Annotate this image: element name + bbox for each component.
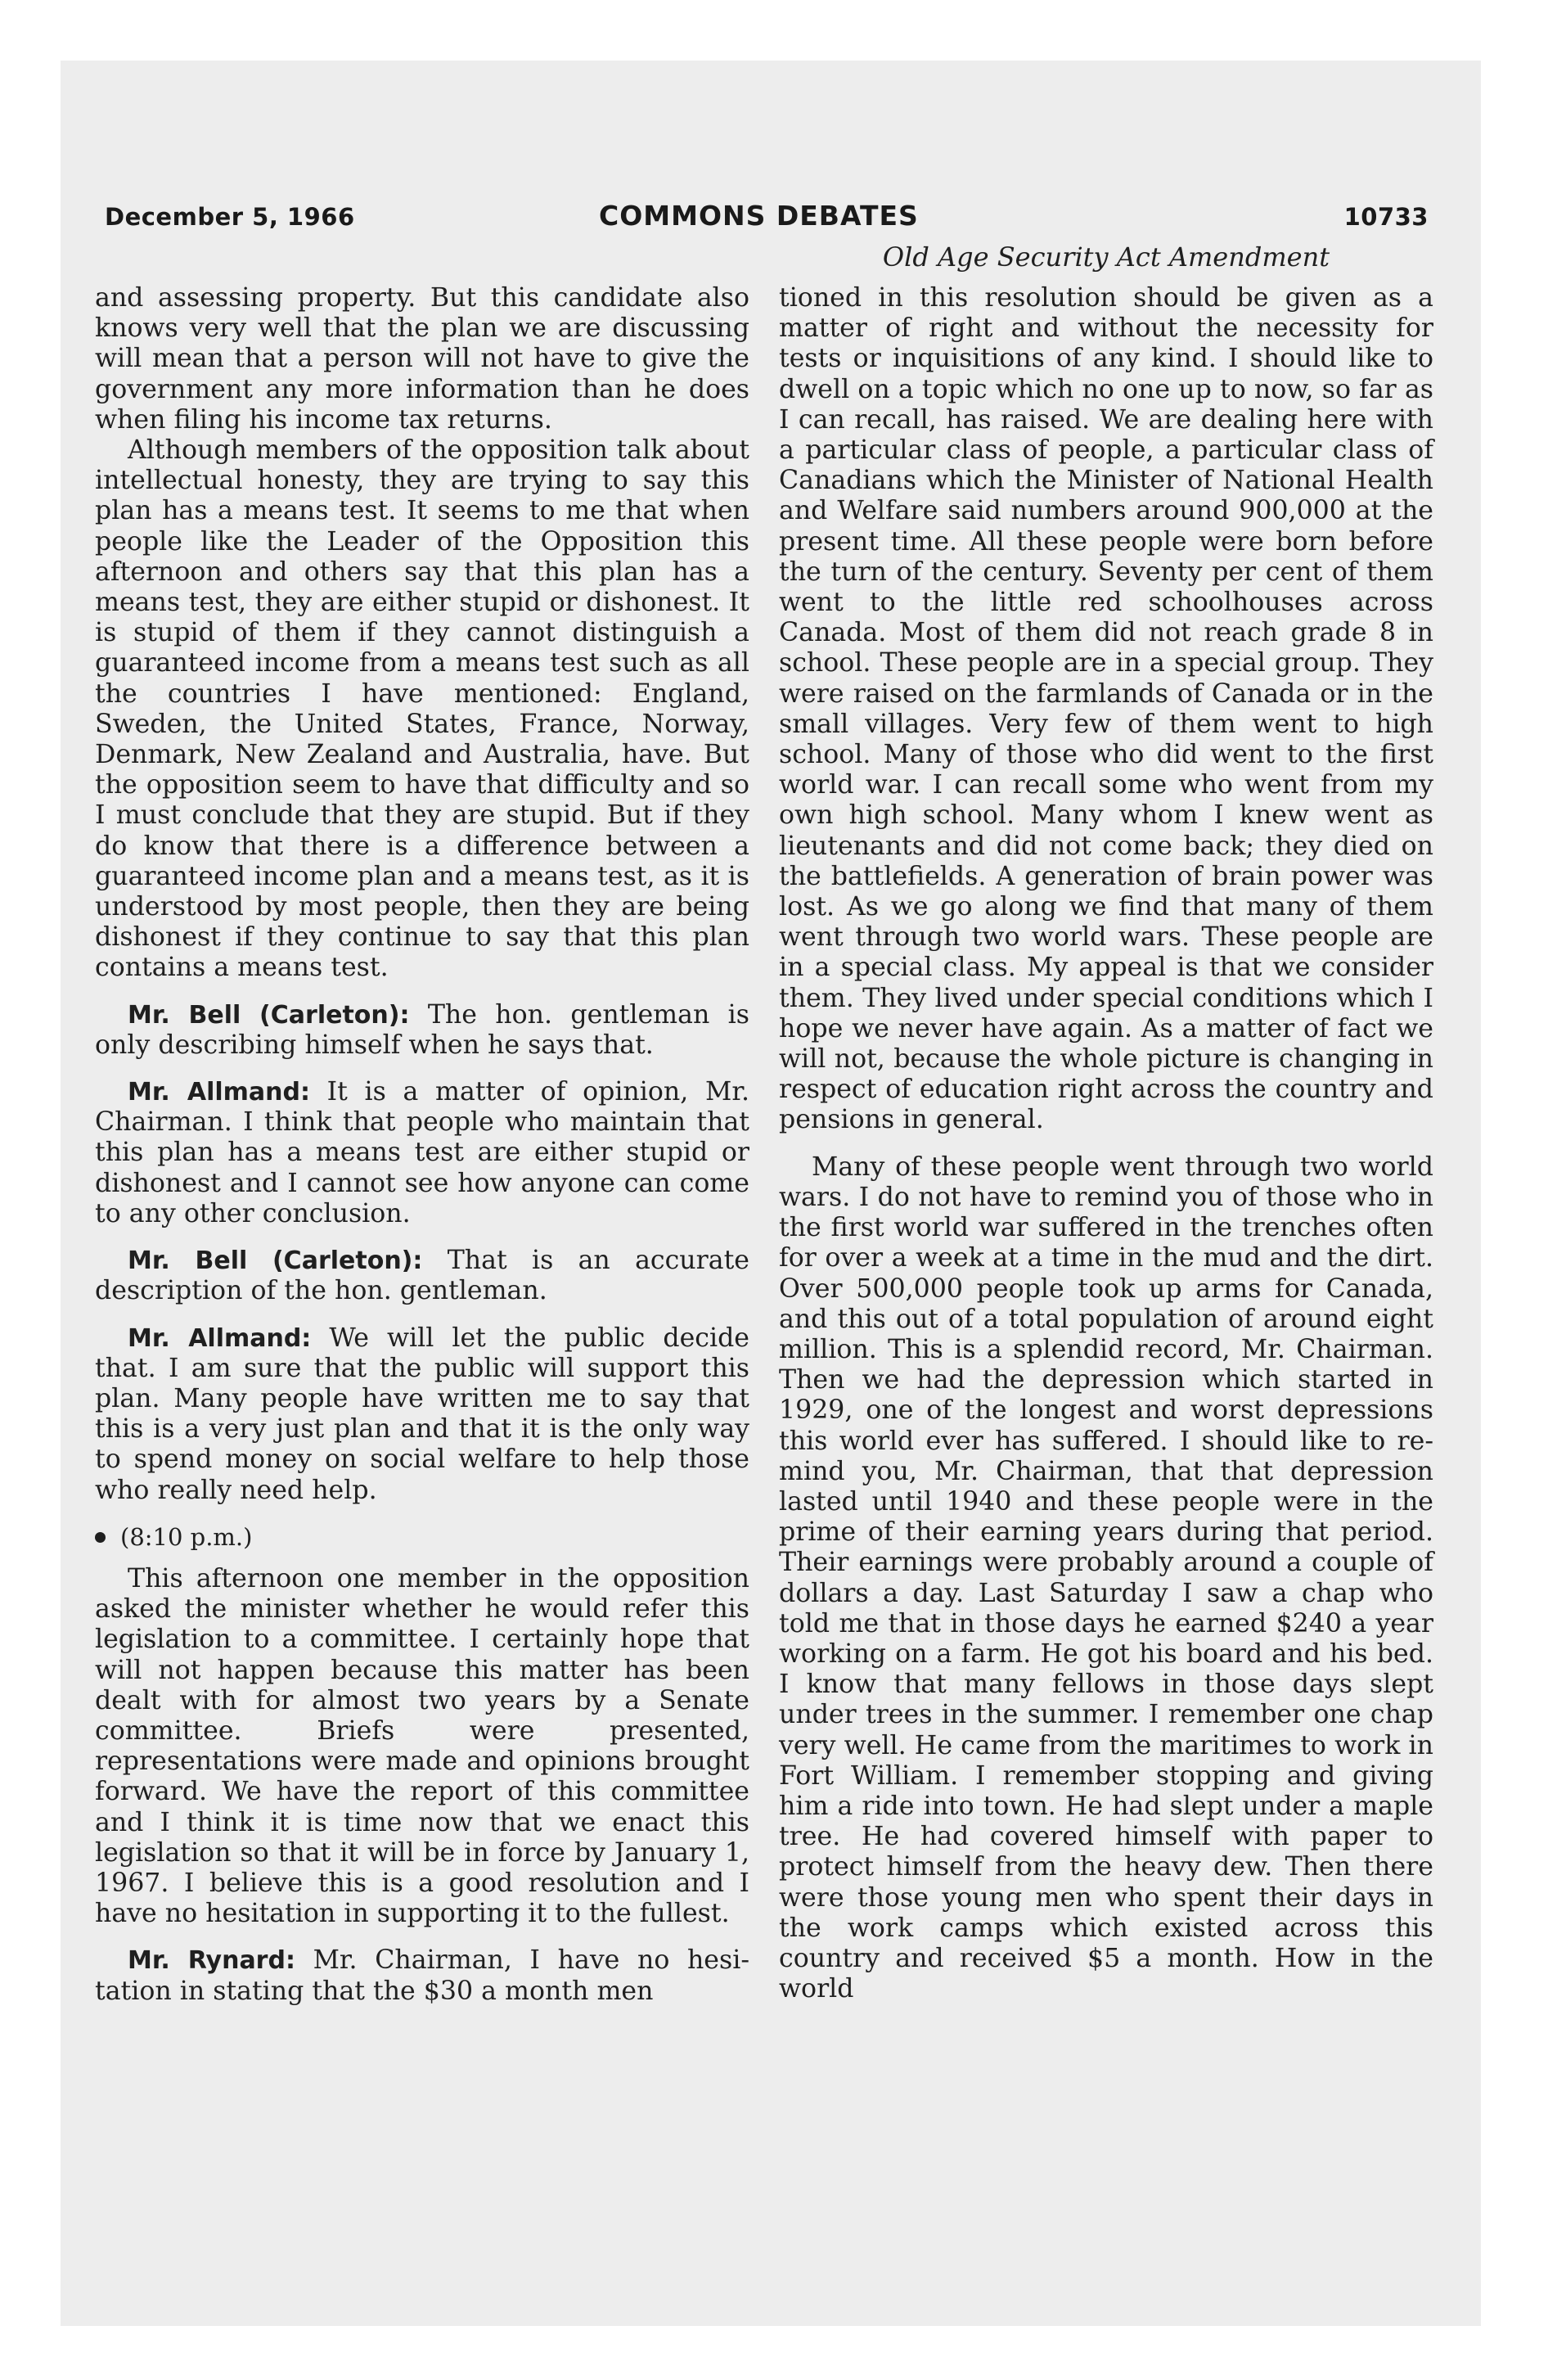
time-marker-text: (8:10 p.m.): [120, 1522, 253, 1551]
page-number: 10733: [1343, 203, 1429, 231]
speech-text: That is an accurate description of the hon. gentleman.: [95, 1246, 749, 1306]
speech: [95, 1246, 749, 1306]
speaker-name: Mr. Bell (Carleton):: [128, 1246, 423, 1276]
speech-text: We will let the public decide that. I am sure that the public will support this plan. Many people have written me to say that this is a very just plan and that it is the only way to spend money on social welfare to help those who really need help.: [95, 1323, 749, 1505]
speech-text: Mr. Chairman, I have no hesitation in stating that the $30 a month men: [95, 1945, 749, 2006]
page-header: [105, 195, 1429, 236]
bullet-icon: [95, 1532, 106, 1543]
time-marker: [95, 1522, 749, 1553]
paragraph: Although members of the opposition talk about intellectual honesty, they are trying to say this plan has a means test. It seems to me that when people like the Leader of the Opposition this afternoon and others say that this plan has a means test, they are either stupid or dishonest. It is stupid of them if they cannot distinguish a guaranteed income from a means test such as all the countries I have mentioned: England, Sweden, the United States, France, Norway, Denmark, New Zealand and Australia, have. But the opposition seem to have that difficulty and so I must conclude that they are stupid. But if they do know that there is a difference between a guaranteed income plan and a means test, as it is understood by most people, then they are being dishonest if they continue to say that this plan contains a means test.: [95, 435, 749, 983]
speaker-name: Mr. Allmand:: [128, 1323, 312, 1353]
left-column: [95, 283, 749, 2007]
paragraph: and assessing property. But this candidate also knows very well that the plan we are discussing will mean that a person will not have to give the government any more information than he does when filing his income tax returns.: [95, 283, 749, 435]
speech-text: It is a matter of opinion, Mr. Chairman. I think that people who maintain that this plan has a means test are either stupid or dishonest and I cannot see how anyone can come to any other conclusion.: [95, 1077, 749, 1228]
speech: [95, 1323, 749, 1506]
speech-text: The hon. gentleman is only describing himself when he says that.: [95, 999, 749, 1060]
speaker-name: Mr. Allmand:: [128, 1078, 310, 1107]
header-title: COMMONS DEBATES: [599, 200, 919, 232]
paragraph: Many of these people went through two world wars. I do not have to remind you of those who in the first world war suffered in the trenches often for over a week at a time in the mud and the dirt. Over 500,000 people took up arms for Canada, and this out of a total population of around eight million. This is a splendid record, Mr. Chairman. Then we had the depression which started in 1929, one of the longest and worst depressions this world ever has suffered. I should like to remind you, Mr. Chairman, that that depression lasted until 1940 and these people were in the prime of their earning years during that period. Their earnings were probably around a couple of dollars a day. Last Saturday I saw a chap who told me that in those days he earned $240 a year working on a farm. He got his board and his bed. I know that many fellows in those days slept under trees in the summer. I remember one chap very well. He came from the maritimes to work in Fort William. I remember stopping and giving him a ride into town. He had slept under a maple tree. He had covered himself with paper to protect himself from the heavy dew. Then there were those young men who spent their days in the work camps which existed across this country and received $5 a month. How in the world: [779, 1152, 1433, 2004]
right-column: [779, 283, 1433, 2004]
speech: [95, 1077, 749, 1229]
speech: [95, 1945, 749, 2006]
speaker-name: Mr. Rynard:: [128, 1946, 295, 1976]
speech: [95, 1000, 749, 1061]
paragraph: This afternoon one member in the opposition asked the minister whether he would refer this legislation to a committee. I certainly hope that will not happen because this matter has been dealt with for almost two years by a Senate committee. Briefs were presented, representations were made and opinions brought forward. We have the report of this committee and I think it is time now that we enact this legislation so that it will be in force by January 1, 1967. I believe this is a good resolution and I have no hesitation in supporting it to the fullest.: [95, 1563, 749, 1929]
header-date: December 5, 1966: [105, 203, 355, 231]
speaker-name: Mr. Bell (Carleton):: [128, 1000, 410, 1030]
section-title: Old Age Security Act Amendment: [882, 241, 1330, 273]
paragraph: tioned in this resolution should be given as a matter of right and without the necessity for tests or inquisitions of any kind. I should like to dwell on a topic which no one up to now, so far as I can recall, has raised. We are dealing here with a particular class of people, a particular class of Canadians which the Minister of National Health and Welfare said numbers around 900,000 at the present time. All these people were born before the turn of the century. Seventy per cent of them went to the little red schoolhouses across Canada. Most of them did not reach grade 8 in school. These people are in a special group. They were raised on the farmlands of Canada or in the small villages. Very few of them went to high school. Many of those who did went to the first world war. I can recall some who went from my own high school. Many whom I knew went as lieutenants and did not come back; they died on the battlefields. A generation of brain power was lost. As we go along we find that many of them went through two world wars. These people are in a special class. My appeal is that we consider them. They lived under special conditions which I hope we never have again. As a matter of fact we will not, because the whole picture is changing in respect of education right across the country and pensions in general.: [779, 283, 1433, 1135]
